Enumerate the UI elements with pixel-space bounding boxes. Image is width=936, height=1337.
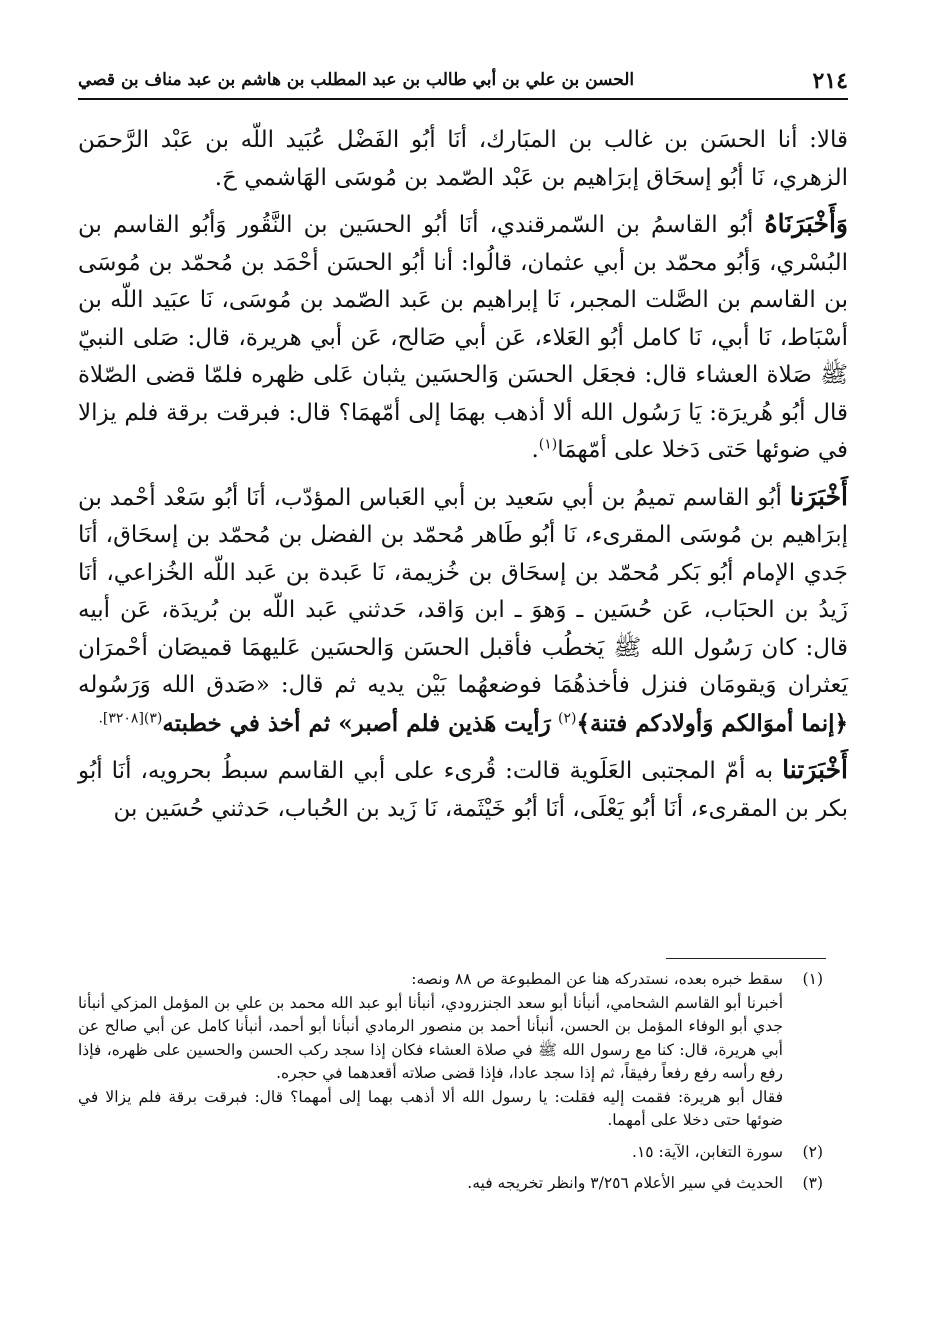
footnote-ref-3[interactable]: (٣) <box>143 709 163 726</box>
quran-verse: ﴿إنما أموَالكم وَأولادكم فتنة﴾ <box>576 709 848 737</box>
page-number: ٢١٤ <box>812 68 848 94</box>
footnote-ref-1[interactable]: (١) <box>538 436 558 453</box>
isnad-lead: أَخْبَرَنا <box>789 481 849 511</box>
footnote-line: سورة التغابن، الآية: ١٥. <box>632 1142 783 1161</box>
footnotes <box>78 968 823 1204</box>
isnad-lead: أَخْبَرَتنا <box>782 755 848 784</box>
isnad-lead: وَأَخْبَرَنَاهُ <box>764 209 848 238</box>
paragraph-2 <box>78 205 848 470</box>
paragraph-text: قالا: أنا الحسَن بن غالب بن المبَارك، أنَا أبُو الفَضْل عُبَيد اللّه بن عَبْد الرَّحمَن الزهري، نَا أبُو إسحَاق إبرَاهيم بن عَبْد الصّمد بن مُوسَى الهَاشمي حَ. <box>78 127 848 191</box>
footnote-ref-2[interactable]: (٢) <box>558 709 577 726</box>
paragraph-text: أبُو القاسمُ بن السّمرقندي، أنَا أبُو الحسَين بن النَّقُور وَأبُو القاسم بن البُسْري، وَأبُو محمّد بن أبي عثمان، قالُوا: أنا أبُو الحسَن أحْمَد بن مُحمّد بن مُوسَى بن القاسم بن الصَّلت المجبر، نَا إبراهيم بن عَبد الصّمد بن مُوسَى، نَا عبَيد اللّه بن أسْبَاط، نَا أبي، نَا كامل أبُو العَلاء، عَن أبي صَالح، عَن أبي هريرة، قال: صَلى النبيّ ﷺ صَلاة العشاء قال: فجعَل الحسَن وَالحسَين يثبان عَلى ظهره فلمّا قضى الصّلاة قال أبُو هُريرَة: يَا رَسُول الله ألا أذهب بهمَا إلى أمّهمَا؟ قال: فبرقت برقة فلم يزالا في ضوئها حَتى دَخلا على أمّهمَا <box>78 212 848 463</box>
paragraph-3 <box>78 478 848 744</box>
hadith-number: [٣٢٠٨]. <box>98 709 144 726</box>
paragraph-text: أبُو القاسم تميمُ بن أبي سَعيد بن أبي العَباس المؤدّب، أنَا أبُو سَعْد أحْمد بن إبرَاهيم بن مُوسَى المقرىء، نَا أبُو طَاهر مُحمّد بن الفضل بن مُحمّد بن إسحَاق، أنَا جَدي الإمام أبُو بَكر مُحمّد بن إسحَاق بن خُزيمة، نَا عَبدة بن عَبد اللّه الخُزاعي، أنَا زَيدُ بن الحبَاب، عَن حُسَين ـ وَهوَ ـ ابن وَاقد، حَدثني عَبد اللّه بن بُريدَة، عَن أبيه قال: كان رَسُول الله ﷺ يَخطُب فأقبل الحسَن وَالحسَين عَليهمَا قميصَان أحْمرَان يَعثران وَيقومَان فنزل فأخذهُمَا فوضعهُما بَيْن يديه ثم قال: «صَدق الله وَرَسُوله <box>78 484 848 698</box>
footnote-separator <box>666 958 826 959</box>
footnote-3 <box>78 1172 823 1196</box>
main-text <box>78 122 848 836</box>
footnote-number: (٣) <box>802 1174 823 1192</box>
running-title: الحسن بن علي بن أبي طالب بن عبد المطلب بن هاشم بن عبد مناف بن قصي <box>78 70 635 90</box>
page-header <box>78 60 848 100</box>
footnote-line: أخبرنا أبو القاسم الشحامي، أنبأنا أبو سعد الجنزرودي، أنبأنا أبو عبد الله محمد بن علي بن المؤمل المزكي أنبأنا جدي أبو الوفاء المؤمل بن الحسن، أنبأنا أحمد بن منصور الرمادي أنبأنا أبو أحمد، أنبأنا كامل عن أبي صالح عن أبي هريرة، قال: كنا مع رسول الله ﷺ في صلاة العشاء فكان إذا سجد ركب الحسن والحسين على ظهره، فإذا رفع رأسه رفع رفعاً رفيقاً، ثم إذا سجد عادا، فإذا قضى صلاته أقعدهما في حجره. <box>78 993 783 1082</box>
footnote-2 <box>78 1141 823 1165</box>
footnote-number: (٢) <box>802 1142 823 1161</box>
footnote-line: فقال أبو هريرة: فقمت إليه فقلت: يا رسول الله ألا أذهب بهما إلى أمهما؟ قال: فبرقت برقة فلم يزالا في ضوئها حتى دخلا على أمهما. <box>78 1087 783 1129</box>
paragraph-4 <box>78 751 848 828</box>
footnote-line: سقط خبره بعده، نستدركه هنا عن المطبوعة ص ٨٨ ونصه: <box>411 970 783 988</box>
footnote-number: (١) <box>802 970 823 988</box>
footnote-1 <box>78 968 823 1133</box>
header-rule <box>78 98 848 100</box>
paragraph-text: به أمّ المجتبى العَلَوية قالت: قُرىء على أبي القاسم سبطُ بحرويه، أنَا أبُو بكر بن المقرىء، أنَا أبُو يَعْلَى، أنَا أبُو خَيْثَمة، نَا زَيد بن الحُباب، حَدثني حُسَين بن <box>78 758 848 822</box>
paragraph-text-continued: رَأيت هَذين فلم أصبر» ثم أخذ في خطبته <box>162 709 551 737</box>
paragraph-1 <box>78 122 848 197</box>
paragraph-tail: . <box>531 437 539 463</box>
footnote-line: الحديث في سير الأعلام ٣/٢٥٦ وانظر تخريجه فيه. <box>467 1174 783 1192</box>
